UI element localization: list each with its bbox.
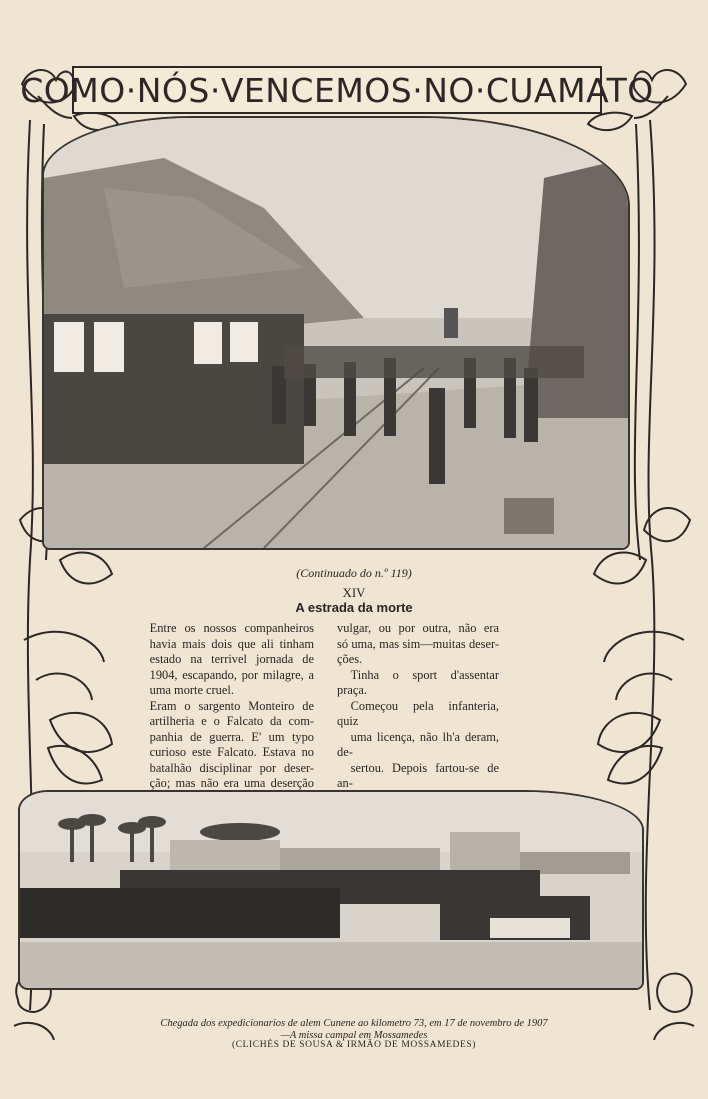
text-line: sertou. Depois fartou-se de an-: [337, 760, 499, 790]
text-line: Eram o sargento Monteiro de: [149, 698, 314, 713]
paragraph: [136, 699, 314, 792]
text-line: artilheria e o Falcato da com-: [149, 714, 314, 728]
continued-note: (Continuado do n.º 119): [296, 566, 412, 580]
text-line: havia mais dois que ali tinham: [149, 636, 314, 651]
text-line: estado na terrivel jornada de: [149, 652, 314, 666]
text-line: ções.: [337, 652, 363, 666]
text-line: vulgar, ou por outra, não era: [337, 621, 499, 635]
text-line: panhia de guerra. E' um typo: [149, 729, 314, 744]
paragraph: [136, 621, 314, 699]
text-line: uma licença, não lh'a deram, de-: [337, 729, 499, 759]
caption-line: —A missa campal em Mossamedes: [280, 1030, 428, 1041]
text-line: ção; mas não era uma deserção: [149, 776, 314, 790]
chapter-number: XIV: [342, 585, 366, 600]
text-line: uma morte cruel.: [149, 683, 234, 697]
photo-caption: [0, 1018, 708, 1042]
paragraph: [337, 621, 499, 668]
section-title: A estrada da morte: [295, 600, 413, 615]
text-line: Entre os nossos companheiros: [149, 621, 314, 635]
text-line: Tinha o sport d'assentar praça.: [337, 667, 499, 697]
text-line: curioso este Falcato. Estava no: [149, 745, 314, 759]
caption-line: Chegada dos expedicionarios de alem Cunene ao kilometro 73, em 17 de novembro de 1907: [160, 1018, 548, 1029]
text-line: Começou pela infanteria, quiz: [337, 698, 499, 728]
title-banner: [20, 66, 654, 114]
page-title: COMO·NÓS·VENCEMOS·NO·CUAMATO: [20, 70, 654, 110]
text-line: 1904, escapando, por milagre, a: [149, 667, 314, 682]
text-line: batalhão disciplinar por deser-: [149, 760, 314, 775]
photo-credit: (CLICHÉS DE SOUSA & IRMÃO DE MOSSAMEDES): [231, 1040, 477, 1050]
text-column-left: [136, 621, 314, 792]
text-line: só uma, mas sim—muitas deser-: [337, 636, 499, 651]
photo-train-arrival: [42, 116, 630, 550]
photo-field-mass: [18, 790, 644, 990]
